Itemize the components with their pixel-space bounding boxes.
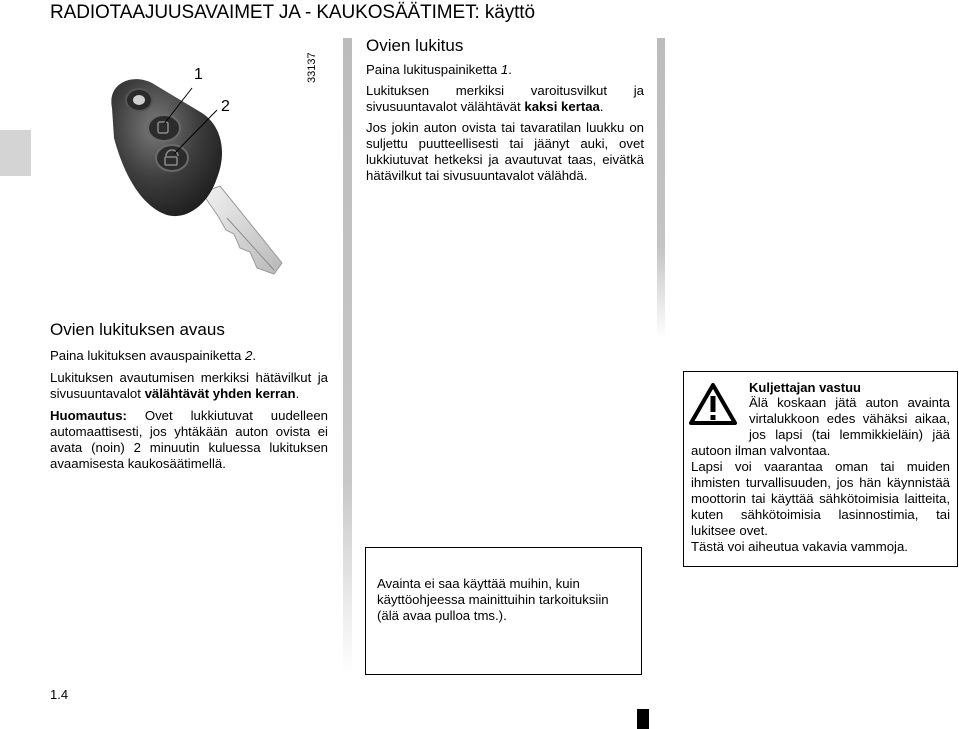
locking-p1-end: . [508,62,512,77]
note-box [365,547,642,675]
unlocking-note [50,408,328,472]
page-title: RADIOTAAJUUSAVAIMET JA - KAUKOSÄÄTIMET: käyttö [50,2,535,23]
warning-p1-text: Älä koskaan jätä auton avainta virtalukkoon edes vähäksi aikaa, jos lapsi (tai lemmikkieläin) jää autoon ilman valvontaa. [691,395,950,458]
warning-p3: Tästä voi aiheutua vakavia vammoja. [691,539,908,554]
unlocking-p1 [50,348,328,364]
locking-button-ref: 1 [500,62,509,77]
locking-p1-text: Paina lukituspainiketta [366,62,501,77]
unlocking-p2 [50,370,328,402]
locking-p2-end: . [599,99,604,114]
note-label: Huomautus: [50,408,127,423]
locking-section [366,36,644,184]
note-text: Ovet lukkiutuvat uudelleen automaattisesti, jos yhtäkään auton ovista ei avata (noin) 2 minuutin kuluessa lukituksen avaamisesta kaukosäätimellä. [50,408,328,471]
warning-triangle-icon [688,382,738,426]
callout-1: 1 [194,66,203,83]
unlocking-p1-end: . [252,348,257,363]
warning-title: Kuljettajan vastuu [749,380,861,395]
warning-p2: Lapsi voi vaarantaa oman tai muiden ihmisten turvallisuuden, jos hän käynnistää moottorin tai käyttää sähkötoimisia laitteita, kuten sähkötoimisia lasinnostimia, tai lukitsee ovet. [691,459,950,538]
locking-p2-bold: kaksi kertaa [524,99,600,114]
column-divider-left [343,38,352,674]
column-divider-right [657,38,665,338]
figure-id: 33137 [306,52,318,83]
locking-p2 [366,83,644,115]
locking-heading: Ovien lukitus [366,36,464,55]
figure-number [306,45,330,85]
locking-p3: Jos jokin auton ovista tai tavaratilan luukku on suljettu puutteellisesti tai jäänyt auki, ovet lukkiutuvat hetkeksi ja avautuvat taas, eivätkä hätävilkut tai sivusuuntavalot välähdä. [366,120,644,183]
unlocking-section [50,320,328,472]
locking-p2-text: Lukituksen merkiksi varoitusvilkut ja sivusuuntavalot välähtävät [366,83,644,114]
page-edge-marker [637,709,649,729]
page-number: 1.4 [50,687,69,702]
unlocking-heading: Ovien lukituksen avaus [50,320,225,339]
unlocking-p2-end: . [295,386,300,401]
callout-2: 2 [221,98,230,115]
unlocking-p2-bold: välähtävät yhden kerran [144,386,296,401]
note-box-text: Avainta ei saa käyttää muihin, kuin käyttöohjeessa mainittuihin tarkoituksiin (älä avaa pulloa tms.). [377,576,609,623]
chapter-tab [0,130,31,176]
unlocking-p2-text: Lukituksen avautumisen merkiksi hätävilkut ja sivusuuntavalot [50,370,328,401]
unlocking-button-ref: 2 [245,348,253,363]
locking-p1 [366,62,644,78]
unlocking-p1-text: Paina lukituksen avauspainiketta [50,348,246,363]
warning-box [683,371,958,567]
